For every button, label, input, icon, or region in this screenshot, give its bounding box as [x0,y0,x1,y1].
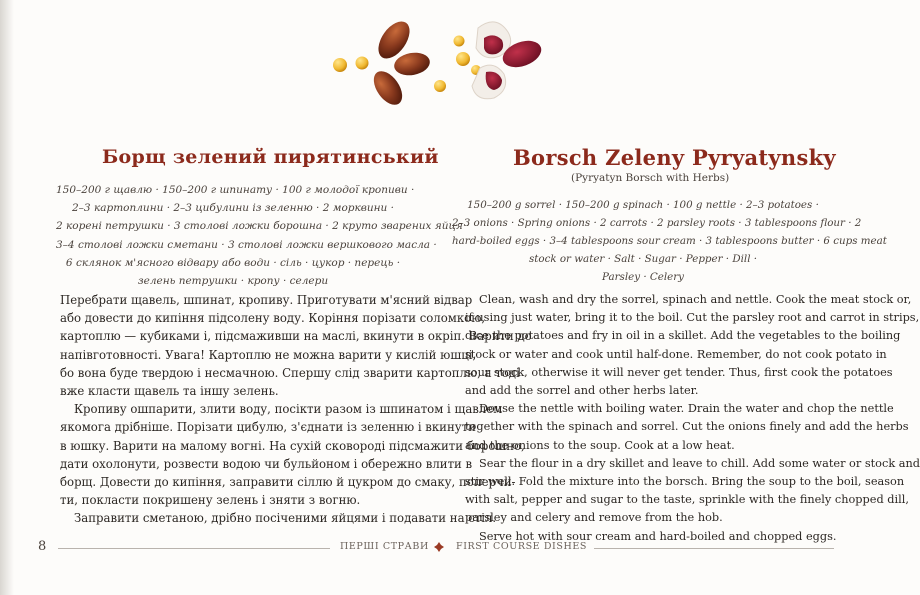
yellow-pea [454,36,465,47]
instruction-line: Перебрати щавель, шпинат, кропиву. Приготувати м'ясний відвар [60,293,473,307]
page-number: 8 [38,539,47,554]
yellow-pea [456,52,470,66]
instruction-line: картоплю — кубиками і, підсмаживши на маслі, вкинути в окріп. Варити до [60,329,532,344]
instruction-line: борщ. Довести до кипіння, заправити сіллю й цукром до смаку, поперчи- [60,475,516,490]
ingredient-line: 2–3 onions · Spring onions · 2 carrots · 2 parsley roots · 3 tablespoons flour · 2 [452,217,862,230]
instruction-line: в юшку. Варити на малому вогні. На сухій сковороді підсмажити борошно, [60,438,525,453]
page-spine-shadow [0,0,14,595]
ingredient-line: 6 склянок м'ясного відвару або води · сіль · цукор · перець · [65,256,401,269]
instruction-line: Clean, wash and dry the sorrel, spinach and nettle. Cook the meat stock or, [479,293,912,306]
instruction-line: parsley and celery and remove from the hob. [465,511,723,525]
instruction-line: Douse the nettle with boiling water. Drain the water and chop the nettle [479,402,894,416]
yellow-pea [356,57,369,70]
beans-illustration [326,8,556,118]
instruction-line: dice the potatoes and fry in oil in a skillet. Add the vegetables to the boiling [465,329,901,343]
instruction-line: бо вона буде твердою і несмачною. Спершу слід зварити картоплю, а тоді [60,365,520,380]
yellow-pea [333,58,347,72]
instruction-line: дати охолонути, розвести водою чи бульйоном і обережно влити в [60,456,473,471]
instruction-line: Serve hot with sour cream and hard-boiled and chopped eggs. [479,529,837,543]
ingredient-line: Parsley · Celery [602,271,684,284]
ingredient-line: зелень петрушки · кропу · селери [137,275,329,288]
instruction-line: Sear the flour in a dry skillet and leave to chill. Add some water or stock and [479,456,920,470]
brown-bean [392,50,431,78]
ingredient-line: 3–4 столові ложки сметани · 3 столові ложки вершкового масла · [56,238,437,251]
ingredient-line: stock or water · Salt · Sugar · Pepper · Dill · [528,253,758,266]
ingredient-line: 150–200 г щавлю · 150–200 г шпинату · 100 г молодої кропиви · [56,184,415,196]
instruction-line: stir well. Fold the mixture into the borsch. Bring the soup to the boil, season [465,475,905,489]
ingredient-line: 2–3 картоплини · 2–3 цибулини із зеленню · 2 морквини · [72,202,394,215]
instruction-line: and the onions to the soup. Cook at a low heat. [465,438,735,452]
footer-rule-left [58,548,330,549]
recipe-subtitle-en: (Pyryatyn Borsch with Herbs) [571,172,730,184]
instruction-line: sour stock, otherwise it will never get tender. Thus, first cook the potatoes [465,365,893,379]
footer-rule-right [594,548,834,549]
recipe-title-en: Borsch Zeleny Pyryatynsky [513,145,836,170]
instruction-line: stock or water and cook until half-done. Remember, do not cook potato in [465,347,887,361]
ingredients-list-uk [56,181,470,290]
instruction-line: and add the sorrel and other herbs later. [465,384,699,398]
instruction-line: together with the spinach and sorrel. Cut the onions finely and add the herbs [465,420,909,434]
instructions-uk [60,291,532,528]
section-name-en: FIRST COURSE DISHES [456,541,588,552]
ingredient-line: hard-boiled eggs · 3–4 tablespoons sour cream · 3 tablespoons butter · 6 cups meat [452,235,887,248]
recipe-title-uk: Борщ зелений пирятинський [102,146,439,168]
instructions-en [465,291,920,546]
ingredient-line: 2 корені петрушки · 3 столові ложки борошна · 2 круто зварених яйця · [56,220,470,233]
diamond-ornament-icon [434,542,444,552]
instruction-line: with salt, pepper and sugar to the taste, sprinkle with the finely chopped dill, [465,493,909,507]
ingredient-line: 150–200 g sorrel · 150–200 g spinach · 100 g nettle · 2–3 potatoes · [467,199,819,211]
section-name-uk: ПЕРШІ СТРАВИ [340,541,429,552]
instruction-line: Заправити сметаною, дрібно посіченими яйцями і подавати на стіл. [74,511,497,526]
ingredients-list-en [452,196,887,286]
instruction-line: напівготовності. Увага! Картоплю не можна варити у кислій юшці, [60,347,477,362]
yellow-pea [434,80,446,92]
instruction-line: вже класти щавель та іншу зелень. [60,384,279,399]
instruction-line: або довести до кипіння підсолену воду. Коріння порізати соломкою, [60,311,486,326]
instruction-line: ти, покласти покришену зелень і зняти з вогню. [60,493,361,508]
instruction-line: if using just water, bring it to the boil. Cut the parsley root and carrot in strips, [465,311,920,325]
instruction-line: якомога дрібніше. Порізати цибулю, з'єднати із зеленню і вкинути [60,420,476,435]
instruction-line: Кропиву ошпарити, злити воду, посікти разом із шпинатом і щавлем [74,402,503,417]
